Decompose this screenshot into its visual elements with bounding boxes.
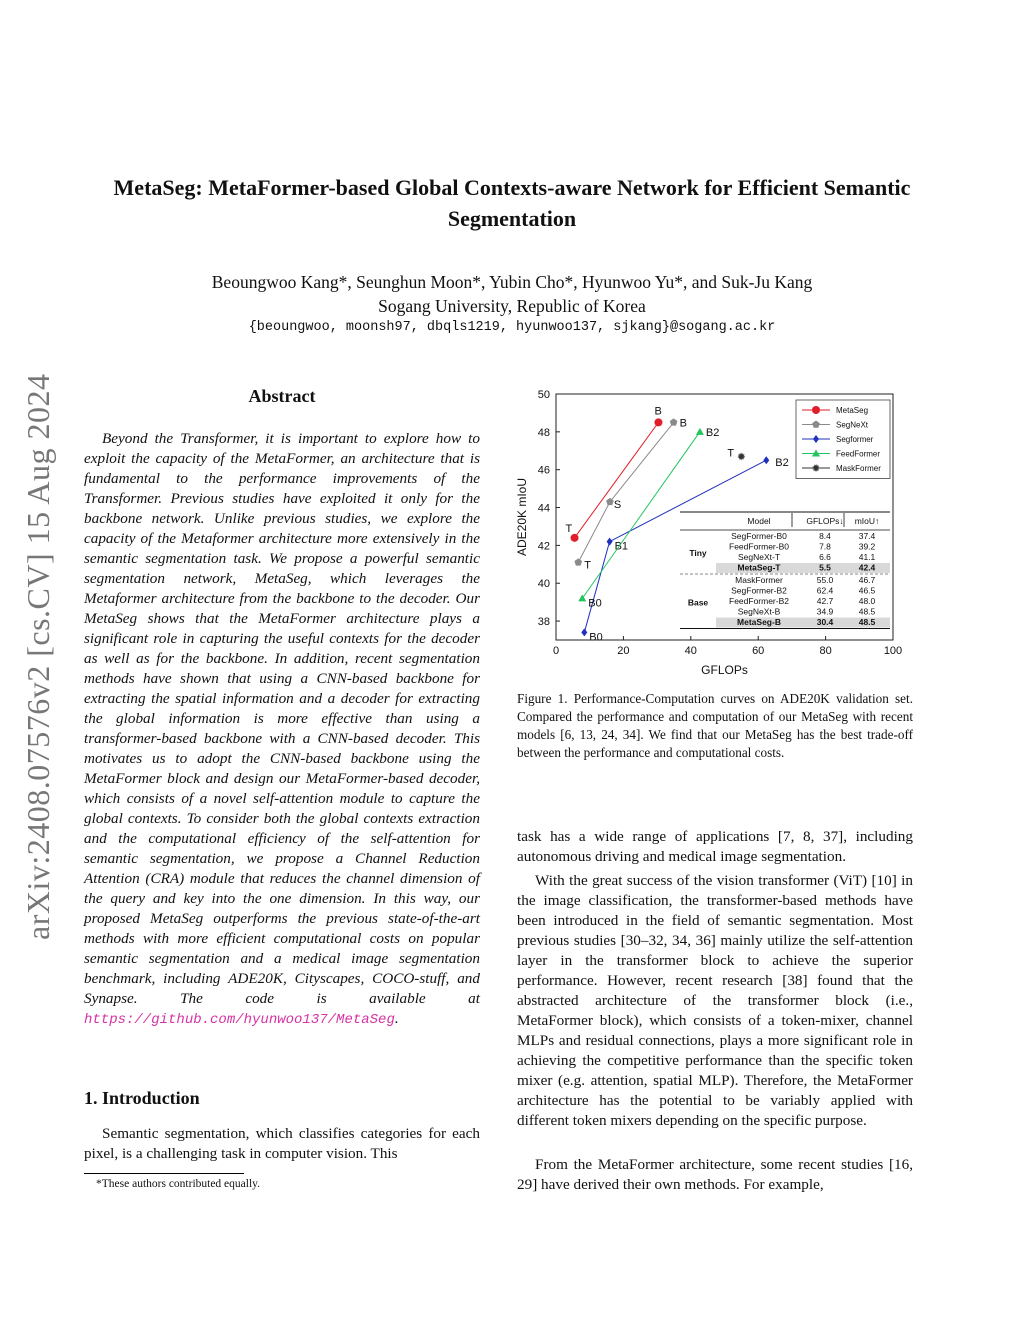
point-label-metaseg-t: T — [565, 522, 573, 535]
y-tick-label: 50 — [537, 389, 550, 401]
y-tick-label: 48 — [537, 426, 550, 439]
x-tick-label: 60 — [752, 645, 765, 657]
point-label-segnext-b: B — [679, 417, 687, 430]
table-cell-gflops: 30.4 — [816, 617, 834, 627]
footnote-rule — [84, 1173, 244, 1174]
data-point-segnext-b — [670, 418, 678, 425]
abstract-body: Beyond the Transformer, it is important to explore how to exploit the capacity of the MetaFormer, an architecture that is fundamental to the performance improvements of the Transformer. Previous studies have exploited it only for the backbone network. Unlike previous studies, we explore the capacity of the Metaformer architecture more extensively in the semantic segmentation task. We propose a powerful semantic segmentation network, MetaSeg, which leverages the Metaformer architecture from the backbone to the decoder. Our MetaSeg shows that the MetaFormer architecture plays a significant role in capturing the useful contexts for the decoder as well as for the backbone. In addition, recent segmentation methods have shown that using a CNN-based backbone for extracting the spatial information and a decoder for extracting the global information is more effective than using a transformer-based backbone with a CNN-based decoder. This motivates us to adopt the CNN-based backbone using the MetaFormer block and design our MetaFormer-based decoder, which consists of a novel self-attention module to capture the global contexts. To consider both the global contexts extraction and the computational efficiency of the self-attention for semantic segmentation, we propose a Channel Reduction Attention (CRA) module that reduces the channel dimension of the query and key into the one dimension. In this way, our proposed MetaSeg outperforms the previous state-of-the-art methods with more efficient computational costs on popular semantic segmentation and a medical image segmentation benchmark, including ADE20K, Cityscapes, COCO-stuff, and Synapse. The code is available at https://github.com/hyunwoo137/MetaSeg. — [84, 430, 480, 1028]
point-label-segnext-t: T — [584, 559, 591, 572]
legend-marker-metaseg — [812, 406, 820, 414]
right-paragraph-2: With the great success of the vision transformer (ViT) [10] in the image classification, the transformer-based methods have been introduced in the field of semantic segmentation. Most previous studies [30–32, 34, 36] mainly utilize the self-attention layer in the transformer block to achieve the superior performance. However, recent research [38] found that the abstracted architecture of the transformer block (i.e., MetaFormer block), which consists of a token-mixer, channel MLPs and residual connections, plays a more significant role in achieving the competitive performance than the specific token mixer (e.g. attention, spatial MLP). Therefore, the MetaFormer architecture has the potential to be variably applied with different token mixers depending on the specific purpose. — [517, 872, 913, 1129]
series-line-metaseg — [575, 422, 659, 537]
table-cell-model: SegFormer-B2 — [731, 585, 787, 596]
table-cell-miou: 46.5 — [858, 585, 876, 596]
table-cell-gflops: 5.5 — [819, 562, 831, 573]
point-label-metaseg-b: B — [654, 405, 662, 418]
table-cell-model: SegNeXt-T — [737, 552, 781, 562]
point-label-feedformer-b2: B2 — [705, 426, 720, 439]
table-cell-model: FeedFormer-B2 — [729, 596, 789, 606]
x-tick-label: 20 — [617, 645, 630, 657]
data-point-metaseg-b — [654, 418, 662, 426]
table-cell-miou: 48.5 — [858, 617, 876, 627]
data-point-maskformer-t — [738, 453, 744, 459]
table-cell-miou: 48.5 — [858, 606, 876, 617]
y-tick-label: 40 — [537, 578, 550, 591]
table-cell-model: SegNeXt-B — [737, 606, 781, 617]
point-label-segformer-b0: B0 — [589, 631, 603, 644]
table-cell-gflops: 62.4 — [816, 585, 834, 596]
right-paragraph-3: From the MetaFormer architecture, some recent studies [16, 29] have derived their own methods. For example, — [517, 1156, 913, 1193]
table-cell-model: FeedFormer-B0 — [729, 541, 789, 552]
table-cell-gflops: 6.6 — [819, 552, 831, 562]
point-label-segformer-b2: B2 — [775, 457, 789, 470]
intro-paragraph: Semantic segmentation, which classifies categories for each pixel, is a challenging task in computer vision. This — [84, 1125, 480, 1162]
data-point-segnext-t — [574, 558, 582, 565]
legend-label-segnext: SegNeXt — [836, 420, 869, 430]
table-cell-gflops: 55.0 — [816, 575, 834, 585]
table-cell-model: MetaSeg-B — [737, 617, 781, 627]
footnote: *These authors contributed equally. — [96, 1178, 261, 1190]
legend-label-metaseg: MetaSeg — [836, 406, 869, 415]
introduction-heading: 1. Introduction — [84, 1088, 200, 1108]
legend-label-maskformer: MaskFormer — [836, 464, 881, 473]
data-point-feedformer-b2 — [696, 428, 704, 435]
table-cell-miou: 42.4 — [858, 562, 876, 573]
data-point-feedformer-b0 — [578, 594, 586, 601]
x-axis-label: GFLOPs — [701, 663, 748, 677]
x-tick-label: 0 — [552, 645, 560, 657]
legend-label-feedformer: FeedFormer — [836, 449, 881, 459]
table-cell-gflops: 8.4 — [819, 531, 831, 541]
table-cell-model: SegFormer-B0 — [731, 531, 787, 541]
paper-title: MetaSeg: MetaFormer-based Global Contexts-aware Network for Efficient Semantic Segmentation — [113, 175, 911, 231]
point-label-segformer-b1: B1 — [614, 540, 629, 553]
figure-caption: Figure 1. Performance-Computation curves on ADE20K validation set. Compared the performance and computation of our MetaSeg with recent models [6, 13, 24, 34]. We find that our MetaSeg has the best trade-off between the performance and computational costs. — [517, 691, 913, 760]
table-cell-miou: 48.0 — [858, 596, 876, 606]
table-cell-miou: 41.1 — [858, 552, 876, 562]
affiliation: Sogang University, Republic of Korea — [378, 296, 646, 316]
code-link[interactable]: https://github.com/hyunwoo137/MetaSeg — [84, 1012, 395, 1028]
data-point-metaseg-t — [571, 534, 579, 542]
table-cell-miou: 39.2 — [858, 541, 876, 552]
abstract-text: Beyond the Transformer, it is important to explore how to exploit the capacity of the MetaFormer, an architecture that is fundamental to the performance improvements of the Transformer. Previous studies have exploited it only for the backbone network. Unlike previous studies, we explore the capacity of the Metaformer architecture more extensively in the semantic segmentation task. We propose a powerful semantic segmentation network, MetaSeg, which leverages the Metaformer architecture from the backbone to the decoder. Our MetaSeg shows that the MetaFormer architecture plays a significant role in capturing the useful contexts for the decoder as well as for the backbone. In addition, recent segmentation methods have shown that using a CNN-based backbone for extracting the spatial information and a decoder for extracting the global information is more effective than using a transformer-based backbone with a CNN-based decoder. This motivates us to adopt the CNN-based backbone using the MetaFormer block and design our MetaFormer-based decoder, which consists of a novel self-attention module to capture the global contexts. To consider both the global contexts extraction and the computational efficiency of the self-attention for semantic segmentation, we propose a Channel Reduction Attention (CRA) module that reduces the channel dimension of the query and key into the one dimension. In this way, our proposed MetaSeg outperforms the previous state-of-the-art methods with more efficient computational costs on popular semantic segmentation and a medical image segmentation benchmark, including ADE20K, Cityscapes, COCO-stuff, and Synapse. The code is available at — [84, 430, 480, 1007]
table-group-label: Tiny — [689, 548, 707, 558]
point-label-maskformer-t: T — [727, 447, 735, 460]
figure-1-chart — [510, 382, 920, 682]
arxiv-identifier: arXiv:2408.07576v2 [cs.CV] 15 Aug 2024 — [20, 373, 56, 940]
point-label-feedformer-b0: B0 — [588, 597, 602, 610]
chart-svg — [510, 382, 920, 682]
table-header-gflops: GFLOPs↓ — [806, 516, 844, 526]
table-group-label: Base — [687, 597, 709, 608]
right-paragraph-1: task has a wide range of applications [7, 8, 37], including autonomous driving and medical image segmentation. — [517, 828, 913, 865]
table-cell-gflops: 7.8 — [819, 541, 831, 552]
table-cell-model: MetaSeg-T — [737, 562, 781, 573]
series-line-feedformer — [582, 432, 700, 599]
author-list: Beoungwoo Kang*, Seunghun Moon*, Yubin Cho*, Hyunwoo Yu*, and Suk-Ju Kang — [211, 272, 813, 292]
table-header-miou: mIoU↑ — [854, 516, 880, 526]
data-point-segformer-b0 — [581, 628, 587, 636]
x-tick-label: 40 — [684, 645, 697, 657]
table-cell-model: MaskFormer — [735, 575, 783, 585]
data-point-segformer-b2 — [763, 456, 769, 464]
table-cell-gflops: 34.9 — [816, 606, 834, 617]
y-tick-label: 44 — [537, 502, 550, 515]
y-axis-label: ADE20K mIoU — [515, 477, 529, 557]
y-tick-label: 42 — [537, 540, 550, 553]
point-label-segnext-s: S — [613, 498, 622, 511]
table-header-model: Model — [747, 516, 771, 526]
y-tick-label: 46 — [537, 464, 550, 477]
x-tick-label: 100 — [883, 645, 903, 657]
table-cell-miou: 46.7 — [858, 575, 876, 585]
legend-marker-maskformer — [813, 465, 819, 471]
data-point-segformer-b1 — [607, 538, 613, 546]
table-cell-miou: 37.4 — [858, 531, 876, 541]
table-cell-gflops: 42.7 — [816, 596, 834, 606]
author-emails: {beoungwoo, moonsh97, dbqls1219, hyunwoo137, sjkang}@sogang.ac.kr — [248, 320, 776, 335]
abstract-heading: Abstract — [248, 386, 316, 406]
y-tick-label: 38 — [537, 616, 550, 629]
legend-label-segformer: Segformer — [836, 435, 874, 444]
x-tick-label: 80 — [819, 645, 832, 657]
